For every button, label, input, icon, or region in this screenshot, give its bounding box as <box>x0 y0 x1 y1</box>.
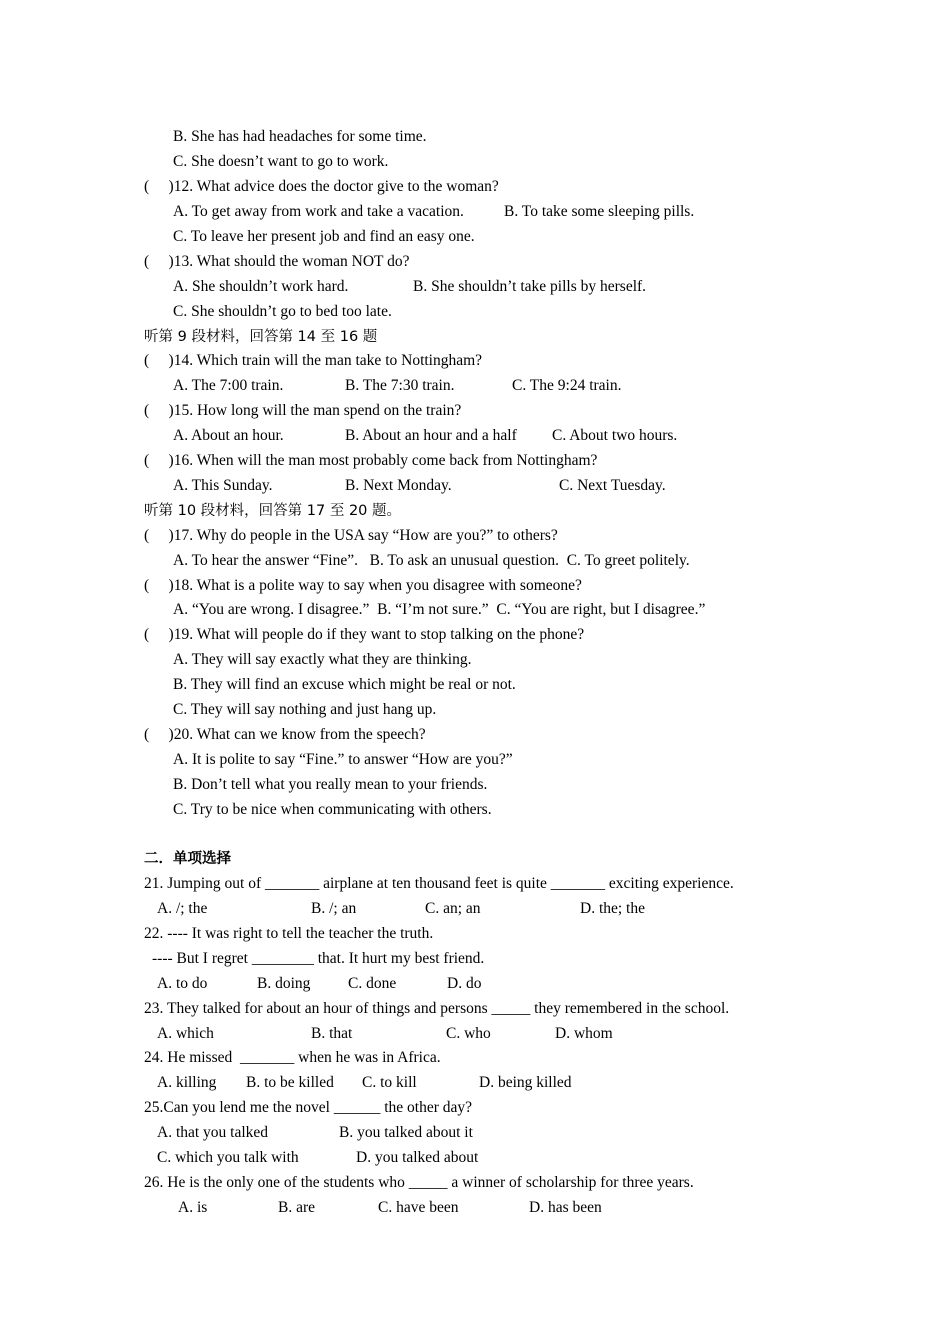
question-25-stem: 25.Can you lend me the novel ______ the other day? <box>144 1099 473 1116</box>
question-19-stem: ( )19. What will people do if they want to stop talking on the phone? <box>144 626 585 643</box>
question-23-option-c: C. who <box>446 1025 491 1042</box>
question-22-stem-reply: ---- But I regret ________ that. It hurt my best friend. <box>152 950 485 967</box>
question-13-option-a: A. She shouldn’t work hard. <box>173 278 349 295</box>
question-20-option-a: A. It is polite to say “Fine.” to answer “How are you?” <box>173 751 513 768</box>
question-26-stem: 26. He is the only one of the students who _____ a winner of scholarship for three years. <box>144 1174 694 1191</box>
question-21-stem: 21. Jumping out of _______ airplane at ten thousand feet is quite _______ exciting experience. <box>144 875 734 892</box>
question-24-option-a: A. killing <box>157 1074 217 1091</box>
question-22-option-a: A. to do <box>157 975 208 992</box>
question-22-option-d: D. do <box>447 975 482 992</box>
question-26-option-a: A. is <box>178 1199 208 1216</box>
question-26-option-d: D. has been <box>529 1199 602 1216</box>
question-25-option-c: C. which you talk with <box>157 1149 299 1166</box>
question-17-options: A. To hear the answer “Fine”. B. To ask an unusual question. C. To greet politely. <box>173 552 690 569</box>
section-instruction-9: 听第 9 段材料，回答第 14 至 16 题 <box>144 329 378 345</box>
question-15-option-a: A. About an hour. <box>173 427 284 444</box>
question-21-option-b: B. /; an <box>311 900 357 917</box>
question-16-stem: ( )16. When will the man most probably come back from Nottingham? <box>144 452 598 469</box>
question-15-option-c: C. About two hours. <box>552 427 678 444</box>
question-23-option-d: D. whom <box>555 1025 613 1042</box>
question-24-stem: 24. He missed _______ when he was in Africa. <box>144 1049 441 1066</box>
question-24-option-d: D. being killed <box>479 1074 572 1091</box>
question-20-stem: ( )20. What can we know from the speech? <box>144 726 426 743</box>
question-22-option-b: B. doing <box>257 975 311 992</box>
question-24-option-c: C. to kill <box>362 1074 417 1091</box>
question-12-stem: ( )12. What advice does the doctor give to the woman? <box>144 178 499 195</box>
question-22-stem: 22. ---- It was right to tell the teacher the truth. <box>144 925 434 942</box>
question-25-option-d: D. you talked about <box>356 1149 479 1166</box>
question-20-option-c: C. Try to be nice when communicating with others. <box>173 801 492 818</box>
question-12-option-c: C. To leave her present job and find an easy one. <box>173 228 475 245</box>
question-23-stem: 23. They talked for about an hour of things and persons _____ they remembered in the school. <box>144 1000 730 1017</box>
question-13-option-b: B. She shouldn’t take pills by herself. <box>413 278 647 295</box>
question-21-option-c: C. an; an <box>425 900 481 917</box>
question-13-option-c: C. She shouldn’t go to bed too late. <box>173 303 392 320</box>
question-25-option-a: A. that you talked <box>157 1124 269 1141</box>
question-20-option-b: B. Don’t tell what you really mean to your friends. <box>173 776 488 793</box>
question-19-option-c: C. They will say nothing and just hang up. <box>173 701 437 718</box>
question-23-option-a: A. which <box>157 1025 214 1042</box>
question-26-option-c: C. have been <box>378 1199 459 1216</box>
question-23-option-b: B. that <box>311 1025 353 1042</box>
question-15-option-b: B. About an hour and a half <box>345 427 517 444</box>
section-instruction-10: 听第 10 段材料，回答第 17 至 20 题。 <box>144 503 402 519</box>
question-25-option-b: B. you talked about it <box>339 1124 473 1141</box>
question-22-option-c: C. done <box>348 975 397 992</box>
question-16-option-a: A. This Sunday. <box>173 477 273 494</box>
question-19-option-b: B. They will find an excuse which might be real or not. <box>173 676 516 693</box>
question-11-option-c: C. She doesn’t want to go to work. <box>173 153 389 170</box>
question-21-option-d: D. the; the <box>580 900 645 917</box>
question-12-option-a: A. To get away from work and take a vacation. <box>173 203 464 220</box>
question-16-option-c: C. Next Tuesday. <box>559 477 666 494</box>
question-12-option-b: B. To take some sleeping pills. <box>504 203 695 220</box>
question-26-option-b: B. are <box>278 1199 316 1216</box>
question-14-stem: ( )14. Which train will the man take to Nottingham? <box>144 352 483 369</box>
section-heading-multiple-choice: 二．单项选择 <box>144 851 231 867</box>
question-24-option-b: B. to be killed <box>246 1074 334 1091</box>
question-19-option-a: A. They will say exactly what they are thinking. <box>173 651 472 668</box>
question-14-option-b: B. The 7:30 train. <box>345 377 455 394</box>
question-14-option-c: C. The 9:24 train. <box>512 377 622 394</box>
question-17-stem: ( )17. Why do people in the USA say “How are you?” to others? <box>144 527 558 544</box>
question-21-option-a: A. /; the <box>157 900 208 917</box>
question-18-options: A. “You are wrong. I disagree.” B. “I’m not sure.” C. “You are right, but I disagree.” <box>173 601 706 618</box>
question-15-stem: ( )15. How long will the man spend on the train? <box>144 402 462 419</box>
question-11-option-b: B. She has had headaches for some time. <box>173 128 427 145</box>
question-13-stem: ( )13. What should the woman NOT do? <box>144 253 410 270</box>
question-18-stem: ( )18. What is a polite way to say when you disagree with someone? <box>144 577 582 594</box>
question-14-option-a: A. The 7:00 train. <box>173 377 284 394</box>
question-16-option-b: B. Next Monday. <box>345 477 452 494</box>
